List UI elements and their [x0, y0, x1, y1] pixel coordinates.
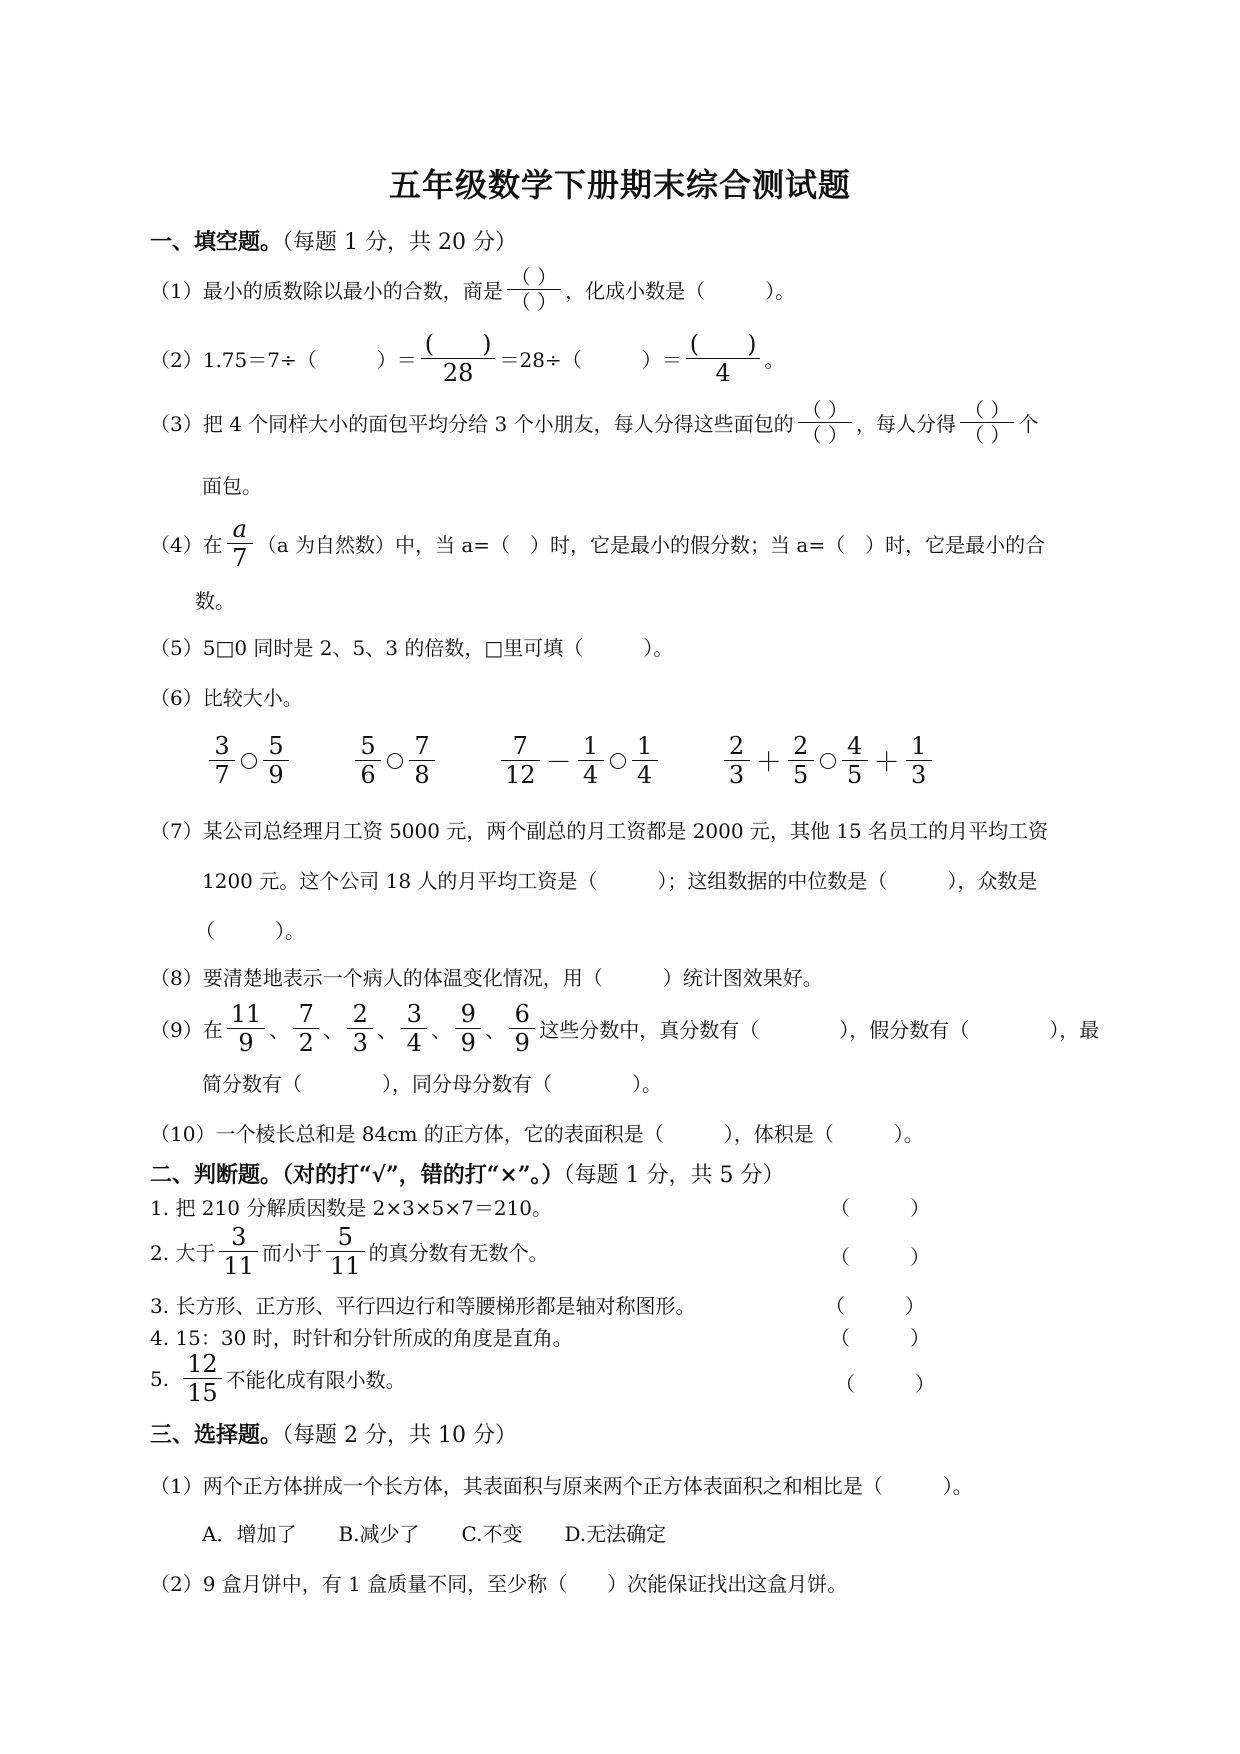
fill-question-8: （8）要清楚地表示一个病人的体温变化情况，用（ ）统计图效果好。	[150, 966, 823, 990]
fraction-blank: $\frac{( )}{4}$	[686, 330, 761, 387]
choice-option-b[interactable]: B.减少了	[338, 1522, 420, 1546]
judge-answer-2[interactable]: （ ）	[830, 1245, 930, 1269]
fill-question-4: （4）在 $\frac{a}{7}$ （a 为自然数）中，当 a=（ ）时，它是最小的假分数；当 a=（ ）时，它是最小的合	[150, 515, 1046, 572]
choice-question-1: （1）两个正方体拼成一个长方体，其表面积与原来两个正方体表面积之和相比是（ ）。	[150, 1474, 973, 1498]
fraction-blank: $\frac{( )}{( )}$	[798, 398, 852, 447]
fraction-blank: $\frac{( )}{( )}$	[960, 398, 1014, 447]
fill-question-5: （5）5□0 同时是 2、5、3 的倍数，□里可填（ ）。	[150, 636, 674, 660]
page-title: 五年级数学下册期末综合测试题	[388, 166, 851, 204]
compare-item-2: $\frac{5}{6}$ $\frac{7}{8}$	[351, 732, 439, 789]
choice-option-a[interactable]: A．增加了	[202, 1522, 297, 1546]
fill-question-6: （6）比较大小。	[150, 686, 303, 710]
compare-item-3: $\frac{7}{12}$ － $\frac{1}{4}$ $\frac{1}{4}$	[497, 732, 662, 789]
fill-question-9: （9）在 $\frac{11}{9}$ 、 $\frac{7}{2}$ 、 $\frac{2}{3}$ 、 $\frac{3}{4}$ 、 $\frac{9}{9}$ 、 $\frac{6}{9}$ 这些分数中，真分数有（ ），假分数有（ ），最	[150, 1000, 1100, 1057]
compare-circle[interactable]	[241, 753, 257, 769]
section-note: （每题 2 分，共 10 分）	[282, 1423, 517, 1448]
compare-item-1: $\frac{3}{7}$ $\frac{5}{9}$	[205, 732, 293, 789]
fraction-a-over-7: $\frac{a}{7}$	[227, 515, 253, 572]
judge-answer-3[interactable]: （ ）	[825, 1294, 925, 1318]
section-title: 二、判断题。（对的打“√”，错的打“×”。）	[150, 1162, 564, 1188]
section-choice-heading	[150, 1418, 517, 1449]
compare-row	[205, 732, 936, 789]
fill-question-7-cont: 1200 元。这个公司 18 人的月平均工资是（ ）；这组数据的中位数是（ ），众数是	[202, 869, 1038, 893]
compare-circle[interactable]	[820, 753, 836, 769]
judge-item-3: 3. 长方形、正方形、平行四边行和等腰梯形都是轴对称图形。	[150, 1294, 696, 1318]
choice-options-1	[202, 1518, 708, 1547]
fill-question-7: （7）某公司总经理月工资 5000 元，两个副总的月工资都是 2000 元，其他 15 名员工的月平均工资	[150, 819, 1049, 843]
section-title: 三、选择题。	[150, 1422, 283, 1448]
judge-item-5: 5. $\frac{12}{15}$ 不能化成有限小数。	[150, 1350, 406, 1407]
choice-question-2: （2）9 盒月饼中，有 1 盒质量不同，至少称（ ）次能保证找出这盒月饼。	[150, 1572, 848, 1596]
judge-answer-4[interactable]: （ ）	[830, 1326, 930, 1350]
fill-question-3: （3）把 4 个同样大小的面包平均分给 3 个小朋友，每人分得这些面包的 $\frac{( )}{( )}$ ，每人分得 $\frac{( )}{( )}$ 个	[150, 398, 1039, 447]
judge-answer-5[interactable]: （ ）	[835, 1372, 935, 1396]
fill-question-4-cont: 数。	[195, 589, 235, 613]
compare-circle[interactable]	[610, 753, 626, 769]
fill-question-9-cont: 简分数有（ ），同分母分数有（ ）。	[202, 1072, 662, 1096]
compare-circle[interactable]	[387, 753, 403, 769]
fraction-blank: $\frac{( )}{( )}$	[507, 265, 561, 314]
fill-question-10: （10）一个棱长总和是 84cm 的正方体，它的表面积是（ ），体积是（ ）。	[150, 1122, 924, 1146]
judge-item-1: 1. 把 210 分解质因数是 2×3×5×7＝210。	[150, 1196, 553, 1220]
fill-question-1: （1）最小的质数除以最小的合数，商是 $\frac{( )}{( )}$ ，化成小数是（ ）。	[150, 265, 796, 314]
fill-question-7-cont2: （ ）。	[195, 919, 305, 943]
fill-question-3-cont: 面包。	[202, 474, 262, 498]
section-note: （每题 1 分，共 5 分）	[563, 1163, 785, 1188]
judge-item-4: 4. 15：30 时，时针和分针所成的角度是直角。	[150, 1326, 573, 1350]
compare-item-4: $\frac{2}{3}$ ＋ $\frac{2}{5}$ $\frac{4}{5}$ ＋ $\frac{1}{3}$	[720, 732, 936, 789]
section-fill-heading	[150, 225, 517, 256]
choice-option-d[interactable]: D.无法确定	[564, 1522, 667, 1546]
judge-answer-1[interactable]: （ ）	[830, 1196, 930, 1220]
section-title: 一、填空题。	[150, 229, 283, 255]
section-judge-heading	[150, 1158, 784, 1189]
section-note: （每题 1 分，共 20 分）	[282, 230, 517, 255]
fraction-blank: $\frac{( )}{28}$	[421, 330, 496, 387]
judge-item-2: 2. 大于 $\frac{3}{11}$ 而小于 $\frac{5}{11}$ 的真分数有无数个。	[150, 1223, 549, 1280]
fill-question-2: （2）1.75＝7÷（ ）＝ $\frac{( )}{28}$ ＝28÷（ ）＝ $\frac{( )}{4}$ 。	[150, 330, 785, 387]
choice-option-c[interactable]: C.不变	[461, 1522, 523, 1546]
